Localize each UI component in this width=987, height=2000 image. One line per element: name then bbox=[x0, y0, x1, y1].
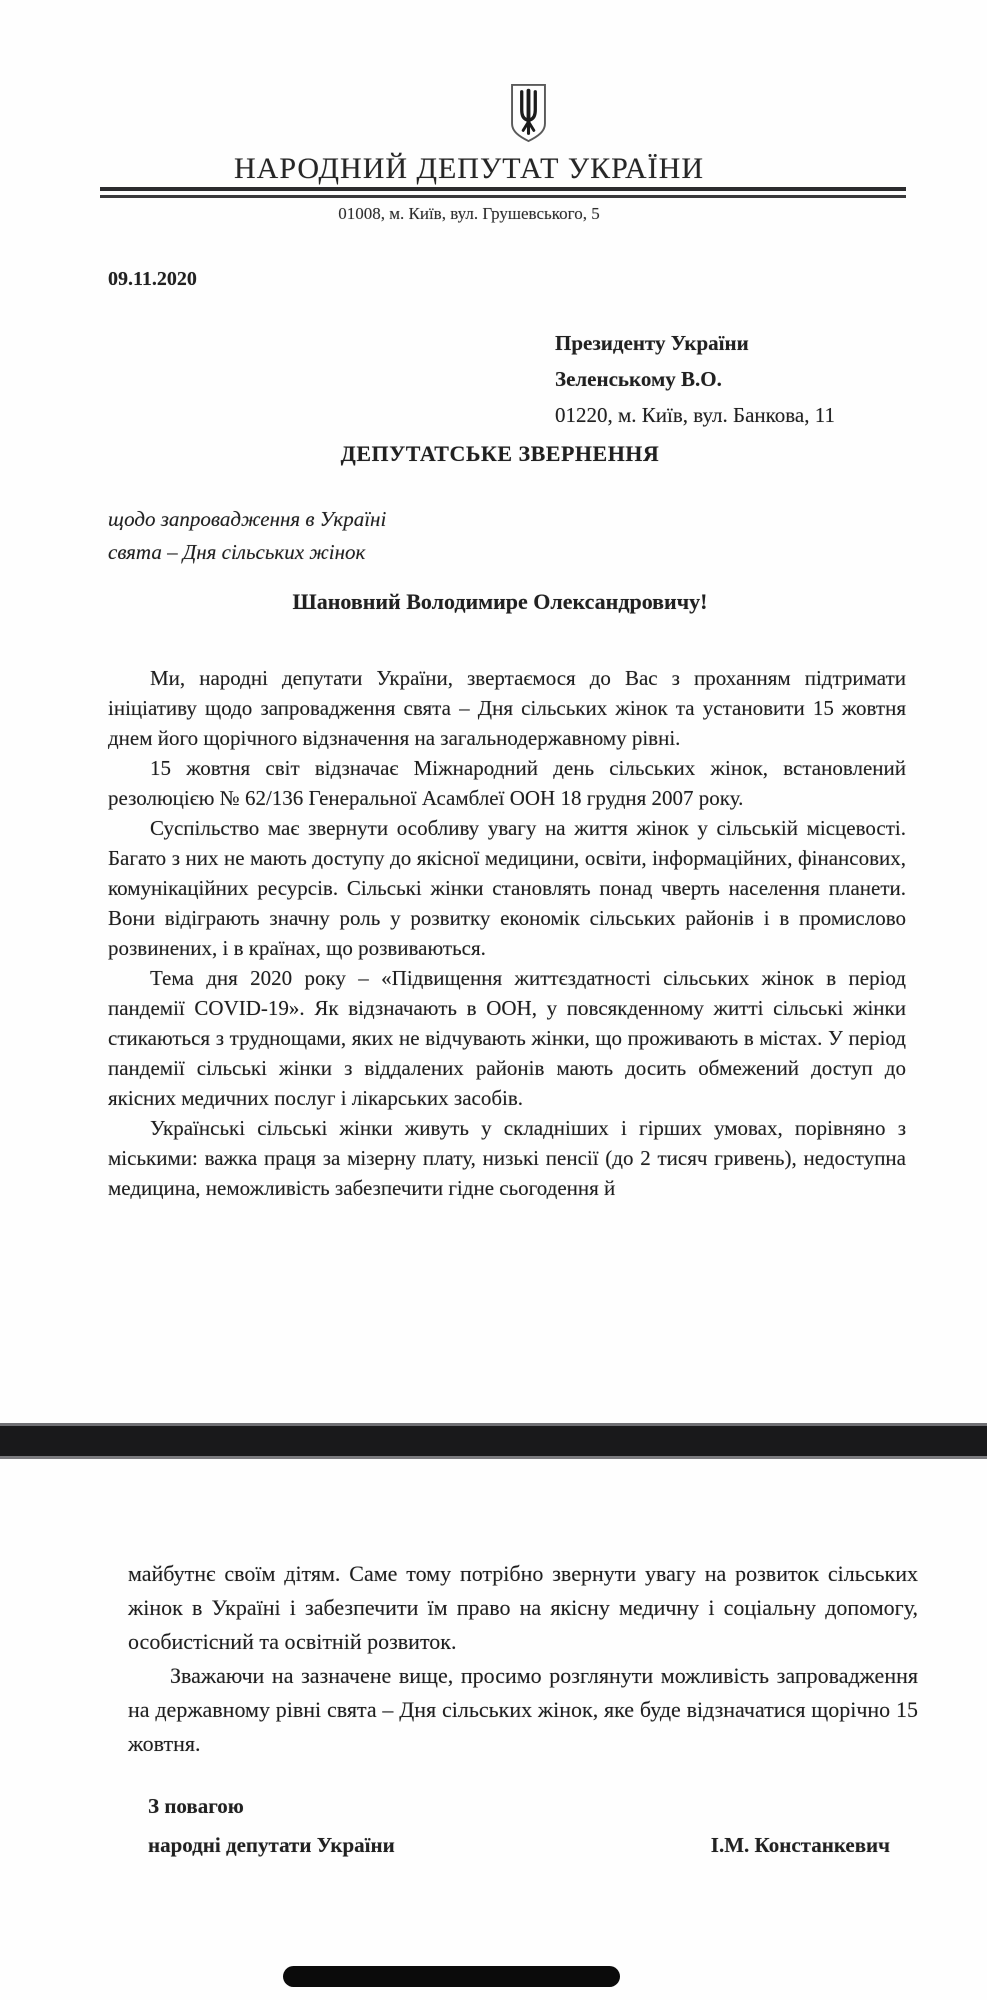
document-title: ДЕПУТАТСЬКЕ ЗВЕРНЕННЯ bbox=[340, 441, 660, 466]
subject-block bbox=[108, 503, 386, 569]
signature-redaction-bar bbox=[283, 1966, 620, 1987]
letterhead-divider bbox=[100, 187, 906, 198]
paragraph: Суспільство має звернути особливу увагу на життя жінок у сільській місцевості. Багато з них не мають доступу до якісної медицини, освіти, інформаційних, фінансових, комунікаційних ресурсів. Сільські жінки становлять понад чверть населення планети. Вони відіграють значну роль у розвитку економік сільських районів і в промислово розвинених, і в країнах, що розвиваються. bbox=[108, 816, 906, 960]
signature-row bbox=[128, 1833, 918, 1858]
paragraph: Українські сільські жінки живуть у складніших і гірших умовах, порівняно з міськими: важка праця за мізерну плату, низькі пенсії (до 2 тисяч гривень), недоступна медицина, неможливість забезпечити гідне сьогодення й bbox=[108, 1116, 906, 1200]
body-text-page-2 bbox=[128, 1557, 918, 1761]
recipient-address: 01220, м. Київ, вул. Банкова, 11 bbox=[555, 403, 835, 427]
body-text-page-1 bbox=[108, 663, 906, 1203]
recipient-block bbox=[555, 325, 835, 433]
letterhead-address: 01008, м. Київ, вул. Грушевського, 5 bbox=[338, 204, 600, 223]
page-break-separator-bar bbox=[0, 1423, 987, 1459]
closing-regards: З повагою bbox=[148, 1794, 244, 1818]
subject-line-2: свята – Дня сільських жінок bbox=[108, 540, 366, 564]
recipient-name: Зеленському В.О. bbox=[555, 367, 722, 391]
signer-role: народні депутати України bbox=[148, 1833, 395, 1857]
recipient-title: Президенту України bbox=[555, 331, 749, 355]
subject-line-1: щодо запровадження в Україні bbox=[108, 507, 387, 531]
paragraph: Тема дня 2020 року – «Підвищення життєздатності сільських жінок в період пандемії COVID-19». Як відзначають в ООН, у повсякденному житті сільські жінки стикаються з труднощами, яких не відчувають жінки, що проживають в містах. У період пандемії сільські жінки з віддалених районів мають досить обмежений доступ до якісних медичних послуг і лікарських засобів. bbox=[108, 966, 906, 1110]
ukraine-trident-shield-icon bbox=[509, 83, 548, 143]
paragraph: 15 жовтня світ відзначає Міжнародний день сільських жінок, встановлений резолюцією № 62/136 Генеральної Асамблеї ООН 18 грудня 2007 року. bbox=[108, 756, 906, 810]
paragraph: Зважаючи на зазначене вище, просимо розглянути можливість запровадження на державному рівні свята – Дня сільських жінок, яке буде відзначатися щорічно 15 жовтня. bbox=[128, 1663, 918, 1756]
letter-date: 09.11.2020 bbox=[108, 268, 197, 290]
salutation: Шановний Володимире Олександровичу! bbox=[292, 589, 708, 614]
paragraph: Ми, народні депутати України, звертаємося до Вас з проханням підтримати ініціативу щодо запровадження свята – Дня сільських жінок та установити 15 жовтня днем його щорічного відзначення на загальнодержавному рівні. bbox=[108, 666, 906, 750]
paragraph: майбутнє своїм дітям. Саме тому потрібно звернути увагу на розвиток сільських жінок в Україні і забезпечити їм право на якісну медичну і соціальну допомогу, особистісний та освітній розвиток. bbox=[128, 1561, 918, 1654]
signer-name: І.М. Констанкевич bbox=[710, 1833, 890, 1857]
letterhead-title: НАРОДНИЙ ДЕПУТАТ УКРАЇНИ bbox=[234, 152, 704, 185]
